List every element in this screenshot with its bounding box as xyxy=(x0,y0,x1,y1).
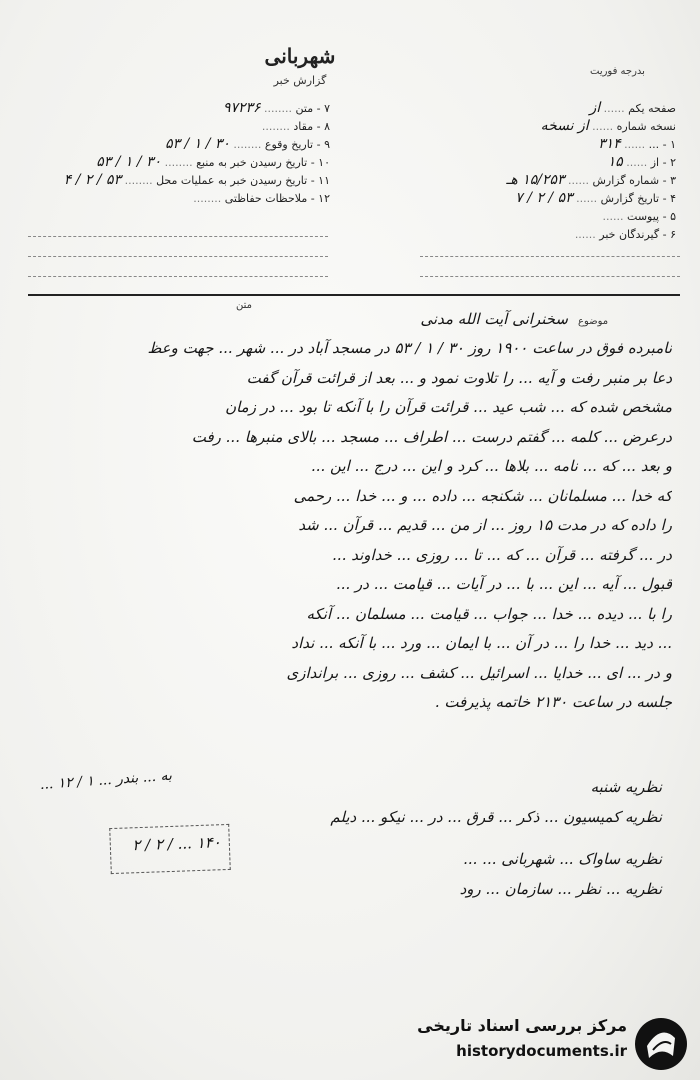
form-field-value: از نسخه xyxy=(540,118,589,134)
body-line: قبول ... آیه ... این ... با ... در آیات ... قیامت ... در ... xyxy=(335,575,672,593)
form-field: نسخه شماره ...... از نسخه xyxy=(540,118,676,134)
note-line: نظریه ساواک ... شهربانی ... ... xyxy=(463,850,662,868)
form-field-label: ۷ - متن xyxy=(295,102,330,115)
body-line: که خدا ... مسلمانان ... شکنجه ... داده ... و ... خدا ... رحمی xyxy=(293,486,672,505)
form-field-label: ۸ - مقاد xyxy=(293,120,330,133)
form-field-label: ۵ - پیوست xyxy=(627,210,676,223)
form-field-label: صفحه یکم xyxy=(628,102,676,115)
form-title: شهربانی xyxy=(264,44,336,68)
form-field-label: نسخه شماره xyxy=(616,120,676,133)
form-field: ۸ - مقاد ........ xyxy=(261,120,330,133)
archive-logo-icon xyxy=(633,1016,689,1072)
body-line: و بعد ... که ... نامه ... بلاها ... کرد و این ... درج ... این ... xyxy=(310,457,672,475)
form-field: ۹ - تاریخ وقوع ........ ۳۰ / ۱ / ۵۳ xyxy=(165,136,330,152)
dashed-line xyxy=(28,276,328,277)
header-divider xyxy=(28,294,680,296)
form-field-value: از xyxy=(589,100,601,116)
form-field: ۴ - تاریخ گزارش ...... ۵۳ / ۲ / ۷ xyxy=(515,190,676,206)
form-field-label: ۱۱ - تاریخ رسیدن خبر به عملیات محل xyxy=(156,174,330,187)
note-line: نظریه ... نظر ... سازمان ... رود xyxy=(459,880,662,898)
form-field-label: ۳ - شماره گزارش xyxy=(592,174,676,187)
body-line: مشخص شده که ... شب عید ... قرائت قرآن را با آنکه تا بود ... در زمان xyxy=(225,398,672,416)
form-field: ۱۰ - تاریخ رسیدن خبر به منبع ........ ۳۰ / ۱ / ۵۳ xyxy=(96,154,330,170)
form-field-value: ۵۳ / ۲ / ۷ xyxy=(515,190,573,206)
body-line: دعا بر منبر رفت و آیه ... را تلاوت نمود و ... بعد از قرائت قرآن گفت xyxy=(246,368,672,387)
priority-label: بدرجه فوریت xyxy=(590,66,645,77)
form-subtitle: گزارش خبر xyxy=(273,74,327,87)
form-field-value: ۹۷۲۳۶ xyxy=(222,100,261,116)
form-field-label: ۱۲ - ملاحظات حفاظتی xyxy=(224,192,330,205)
subject-value: سخنرانی آیت الله مدنی xyxy=(420,310,568,328)
stamp-date: ۱۴۰ ... / ۲ / ۲ xyxy=(131,833,222,855)
note-line: نظریه شنبه xyxy=(590,778,662,796)
form-field: ۶ - گیرندگان خبر ...... xyxy=(574,228,676,241)
form-field-label: ۲ - از xyxy=(650,156,676,169)
form-field-label: ۹ - تاریخ وقوع xyxy=(264,138,330,151)
form-field-value: ۳۱۴ xyxy=(598,136,621,152)
form-field-value: ۱۵/۲۵۳ هـ xyxy=(506,172,565,188)
dashed-line xyxy=(28,256,328,257)
text-label: متن xyxy=(236,300,252,311)
form-field: صفحه یکم ...... از xyxy=(589,100,676,116)
form-field-label: ۱ - ... xyxy=(648,138,676,151)
note-line: نظریه کمیسیون ... ذکر ... قرق ... در ... نیکو ... دیلم xyxy=(330,808,662,826)
form-field-value: ۵۳ / ۲ / ۴ xyxy=(63,172,122,188)
date-stamp xyxy=(109,824,231,874)
margin-note: به ... بندر ... ۱ / ۱۲ ... xyxy=(39,767,173,793)
form-field: ۳ - شماره گزارش ...... ۱۵/۲۵۳ هـ xyxy=(506,172,676,188)
body-line: را داده که در مدت ۱۵ روز ... از من ... قدیم ... قرآن ... شد xyxy=(298,516,672,534)
body-line: در ... گرفته ... قرآن ... که ... تا ... روزی ... خداوند ... xyxy=(332,545,672,564)
form-field: ۲ - از ...... ۱۵ xyxy=(607,154,676,170)
form-field: ۵ - پیوست ...... xyxy=(602,210,676,223)
form-field: ۱۲ - ملاحظات حفاظتی ........ xyxy=(193,192,330,205)
form-field-label: ۱۰ - تاریخ رسیدن خبر به منبع xyxy=(196,156,330,169)
form-field: ۱۱ - تاریخ رسیدن خبر به عملیات محل ........ ۵۳ / ۲ / ۴ xyxy=(63,172,330,188)
dashed-line xyxy=(420,256,680,257)
archive-name: مرکز بررسی اسناد تاریخی xyxy=(417,1016,627,1035)
dashed-line xyxy=(28,236,328,237)
body-line: درعرض ... کلمه ... گفتم درست ... اطراف ... مسجد ... بالای منبرها ... رفت xyxy=(191,427,672,446)
body-line: جلسه در ساعت ۲۱۳۰ خاتمه پذیرفت . xyxy=(434,693,672,711)
form-field-label: ۴ - تاریخ گزارش xyxy=(600,192,676,205)
subject-label: موضوع xyxy=(578,316,609,327)
form-field-label: ۶ - گیرندگان خبر xyxy=(599,228,676,241)
archive-watermark xyxy=(417,1012,695,1074)
body-line: ... دید ... خدا را ... در آن ... با ایمان ... ورد ... با آنکه ... نداد xyxy=(291,634,672,652)
body-line: نامبرده فوق در ساعت ۱۹۰۰ روز ۳۰ / ۱ / ۵۳ در مسجد آباد در ... شهر ... جهت وعظ xyxy=(147,339,672,357)
archive-url: historydocuments.ir xyxy=(456,1042,627,1060)
dashed-line xyxy=(420,276,680,277)
body-line: و در ... ای ... خدایا ... اسرائیل ... کشف ... روزی ... براندازی xyxy=(286,663,672,682)
form-field: ۷ - متن ........ ۹۷۲۳۶ xyxy=(222,100,330,116)
form-field-value: ۳۰ / ۱ / ۵۳ xyxy=(96,154,162,170)
form-field: ۱ - ... ...... ۳۱۴ xyxy=(598,136,676,152)
form-field-value: ۱۵ xyxy=(607,154,623,170)
body-line: را با ... دیده ... خدا ... جواب ... قیامت ... مسلمان ... آنکه xyxy=(306,604,672,623)
form-field-value: ۳۰ / ۱ / ۵۳ xyxy=(165,136,230,152)
